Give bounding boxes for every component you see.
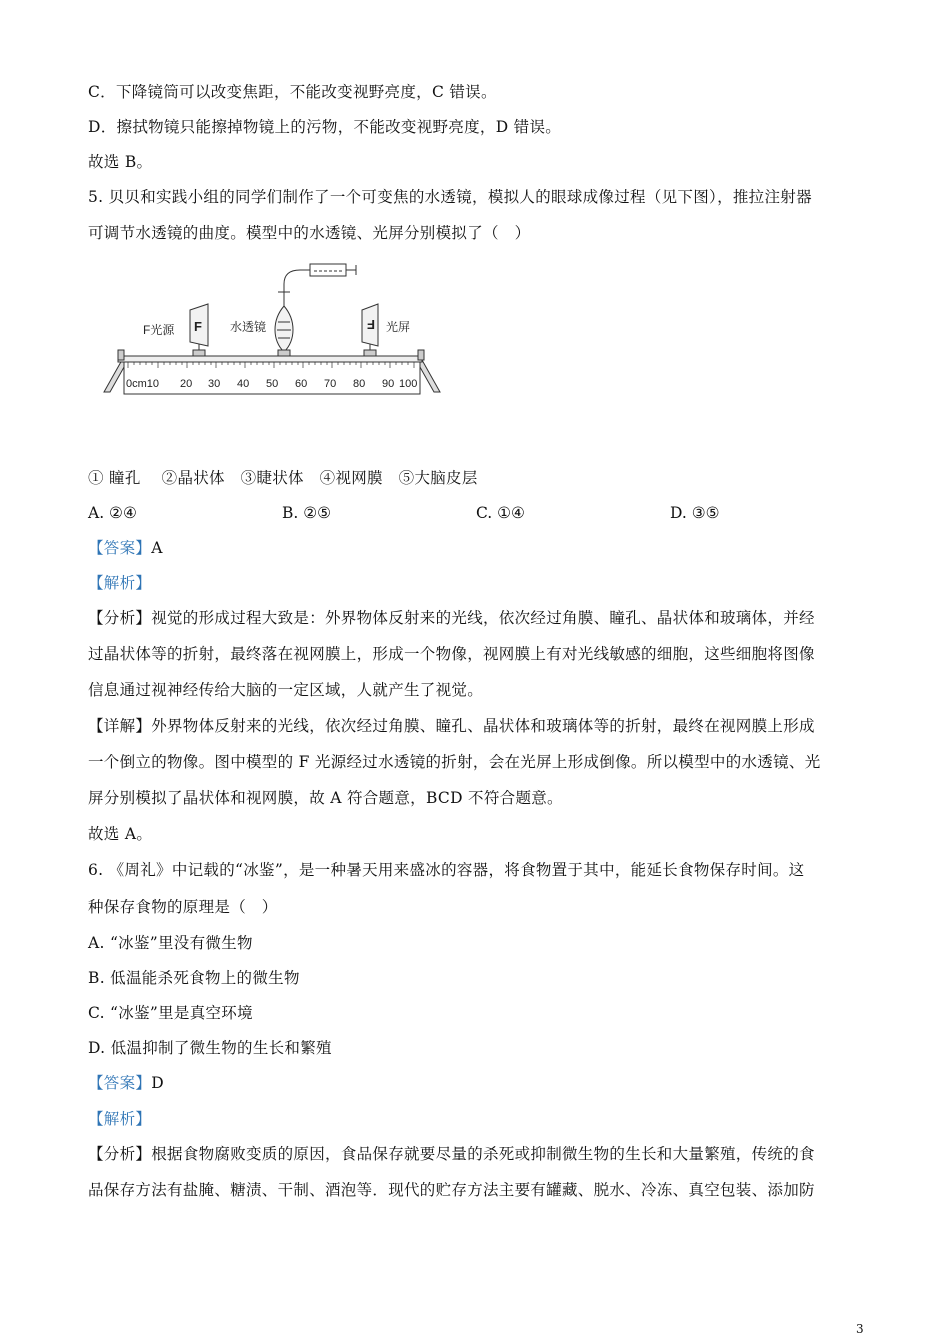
q6-answer <box>88 1072 868 1094</box>
q6-stem-line1: 6. 《周礼》中记载的“冰鉴”，是一种暑天用来盛冰的容器，将食物置于其中，能延长食物保存时间。这 <box>88 861 805 879</box>
q5-items: ① 瞳孔 ②晶状体 ③睫状体 ④视网膜 ⑤大脑皮层 <box>88 469 478 487</box>
q5-option-d: D. ③⑤ <box>670 504 720 522</box>
answer-tag: 【答案】 <box>88 1074 152 1092</box>
fenxi-text: 视觉的形成过程大致是：外界物体反射来的光线，依次经过角膜、瞳孔、晶状体和玻璃体，并经 <box>151 609 815 627</box>
q6-stem-line2: 种保存食物的原理是（ ） <box>88 898 278 916</box>
ruler-label-100: 100 <box>399 378 418 390</box>
q5-xiangjie-line2: 一个倒立的物像。图中模型的 F 光源经过水透镜的折射，会在光屏上形成倒像。所以模型中的水透镜、光 <box>88 753 821 771</box>
label-water-lens: 水透镜 <box>230 320 267 334</box>
ruler-label-20: 20 <box>180 378 193 390</box>
xiangjie-tag: 【详解】 <box>88 717 152 735</box>
q6-option-a: A. “冰鉴”里没有微生物 <box>88 934 253 952</box>
answer-tag: 【答案】 <box>88 539 152 557</box>
q5-option-c: C. ①④ <box>476 504 525 522</box>
label-screen: 光屏 <box>386 320 411 334</box>
q5-fenxi-line2: 过晶状体等的折射，最终落在视网膜上，形成一个物像，视网膜上有对光线敏感的细胞，这些细胞将图像 <box>88 645 815 663</box>
q5-xiangjie-line1 <box>88 715 868 737</box>
q5-conclusion: 故选 A。 <box>88 825 153 843</box>
fenxi-text: 根据食物腐败变质的原因，食品保存就要尽量的杀死或抑制微生物的生长和大量繁殖，传统的食 <box>151 1145 815 1163</box>
q4-option-c-explanation: C．下降镜筒可以改变焦距，不能改变视野亮度，C 错误。 <box>88 83 497 101</box>
water-lens <box>275 264 356 356</box>
water-lens-eye-model-figure <box>100 262 445 402</box>
q5-fenxi-line1 <box>88 607 868 629</box>
q5-option-a: A. ②④ <box>88 504 137 522</box>
q5-answer <box>88 537 868 559</box>
q6-analysis-tag: 【解析】 <box>88 1110 152 1128</box>
ruler-label-70: 70 <box>324 378 337 390</box>
ruler-label-40: 40 <box>237 378 250 390</box>
q5-stem-line2: 可调节水透镜的曲度。模型中的水透镜、光屏分别模拟了（ ） <box>88 224 531 242</box>
ruler-label-80: 80 <box>353 378 366 390</box>
page-number: 3 <box>856 1322 864 1336</box>
q5-stem-line1: 5. 贝贝和实践小组的同学们制作了一个可变焦的水透镜，模拟人的眼球成像过程（见下图），推拉注射器 <box>88 188 812 206</box>
ruler-label-30: 30 <box>208 378 221 390</box>
answer-value: A <box>151 539 163 557</box>
q5-xiangjie-line3: 屏分别模拟了晶状体和视网膜，故 A 符合题意，BCD 不符合题意。 <box>88 789 563 807</box>
fenxi-tag: 【分析】 <box>88 609 152 627</box>
ruler-label-60: 60 <box>295 378 308 390</box>
fenxi-tag: 【分析】 <box>88 1145 152 1163</box>
xiangjie-text: 外界物体反射来的光线，依次经过角膜、瞳孔、晶状体和玻璃体等的折射，最终在视网膜上形成 <box>151 717 815 735</box>
q5-fenxi-line3: 信息通过视神经传给大脑的一定区域，人就产生了视觉。 <box>88 681 484 699</box>
source-letter: F <box>194 319 202 334</box>
ruler-label-50: 50 <box>266 378 279 390</box>
q6-option-d: D. 低温抑制了微生物的生长和繁殖 <box>88 1039 332 1057</box>
q6-option-c: C. “冰鉴”里是真空环境 <box>88 1004 253 1022</box>
ruler-label-90: 90 <box>382 378 395 390</box>
ruler-label-0: 0cm10 <box>126 378 160 390</box>
q5-analysis-tag: 【解析】 <box>88 574 152 592</box>
answer-value: D <box>151 1074 164 1092</box>
q6-option-b: B. 低温能杀死食物上的微生物 <box>88 969 300 987</box>
label-light-source: F光源 <box>143 323 175 337</box>
q6-fenxi-line2: 品保存方法有盐腌、糖渍、干制、酒泡等．现代的贮存方法主要有罐藏、脱水、冷冻、真空包装、添加防 <box>88 1181 815 1199</box>
q5-option-b: B. ②⑤ <box>282 504 332 522</box>
screen-inverted-letter: F <box>367 317 375 332</box>
q4-conclusion: 故选 B。 <box>88 153 153 171</box>
q6-fenxi-line1 <box>88 1143 868 1165</box>
q4-option-d-explanation: D．擦拭物镜只能擦掉物镜上的污物，不能改变视野亮度，D 错误。 <box>88 118 562 136</box>
